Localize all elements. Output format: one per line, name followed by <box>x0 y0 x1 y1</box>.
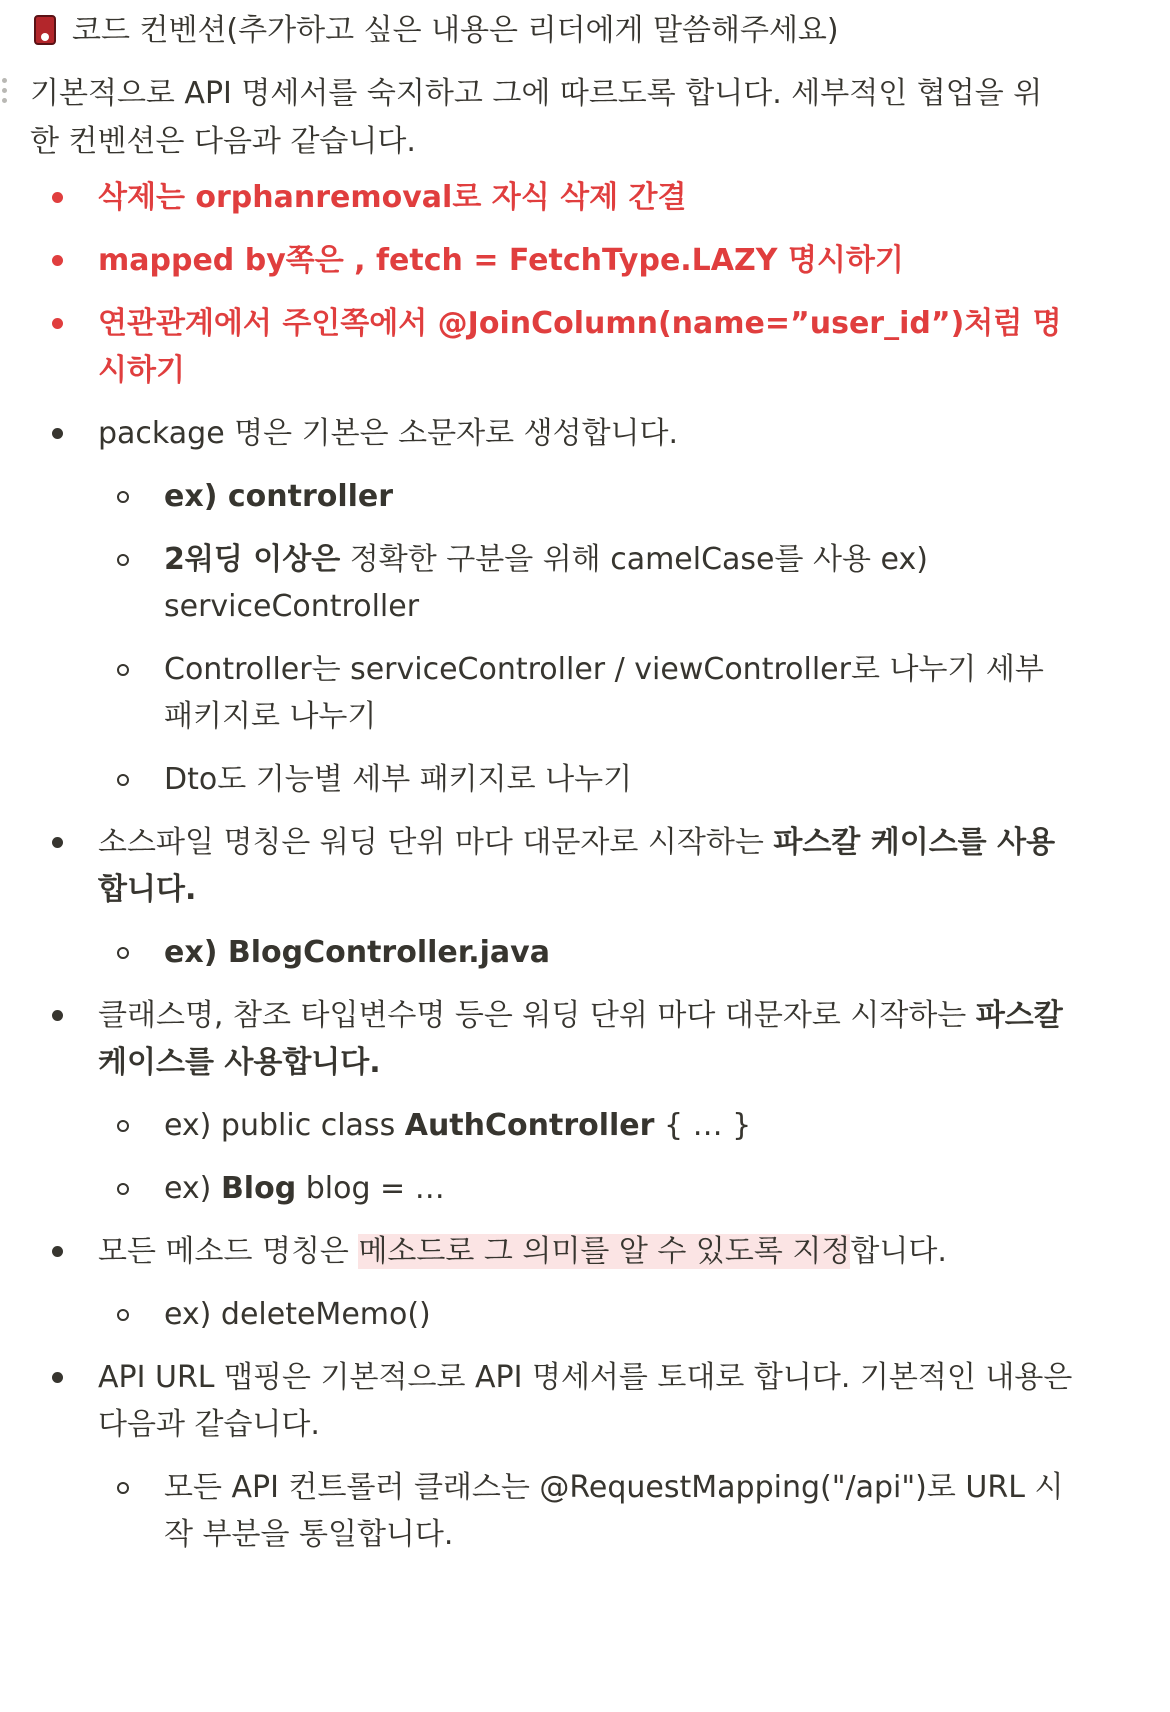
list-item <box>0 819 1078 913</box>
list-item-text: 모든 메소드 명칭은 <box>98 1234 359 1269</box>
list-item-bold-text: 파스칼 케이스를 사용합니다. <box>98 998 1063 1080</box>
list-item-text: 클래스명, 참조 타입변수명 등은 워딩 단위 마다 대문자로 시작하는 <box>98 998 976 1033</box>
sub-item-text: 정확한 구분을 위해 camelCase를 사용 ex) serviceController <box>164 542 928 624</box>
list-item <box>0 174 1078 221</box>
sub-item-bold-text: Blog <box>220 1171 297 1206</box>
sub-item-text: blog = … <box>296 1171 445 1206</box>
sub-item-text: ex) <box>164 1171 221 1206</box>
circle-bullet-icon <box>117 774 129 786</box>
sub-list-item <box>0 536 1064 630</box>
list-item-text: 연관관계에서 주인쪽에서 @JoinColumn(name=”user_id”)처럼 명시하기 <box>98 306 1062 388</box>
list-item-text: 합니다. <box>850 1234 947 1269</box>
sub-item-bold-text: AuthController <box>404 1108 655 1143</box>
sub-item-text: ex) controller <box>164 479 394 514</box>
intro-paragraph: 기본적으로 API 명세서를 숙지하고 그에 따르도록 합니다. 세부적인 협업을 위한 컨벤션은 다음과 같습니다. <box>30 76 1043 159</box>
circle-bullet-icon <box>117 491 129 503</box>
sub-list-item <box>0 473 1064 520</box>
circle-bullet-icon <box>117 1120 129 1132</box>
sub-item-text: 모든 API 컨트롤러 클래스는 @RequestMapping("/api")로 URL 시작 부분을 통일합니다. <box>164 1470 1064 1552</box>
sub-list-item <box>0 1464 1064 1558</box>
list-item-text: API URL 맵핑은 기본적으로 API 명세서를 토대로 합니다. 기본적인 내용은 다음과 같습니다. <box>98 1360 1073 1442</box>
sub-list-item <box>0 646 1064 740</box>
circle-bullet-icon <box>117 1309 129 1321</box>
sub-item-text: { … } <box>654 1108 752 1143</box>
highlighted-text: 메소드로 그 의미를 알 수 있도록 지정 <box>358 1234 851 1269</box>
bullet-icon <box>52 1372 63 1383</box>
sub-list-item <box>0 1165 1064 1212</box>
section-header <box>32 8 839 52</box>
drag-handle-icon[interactable] <box>2 78 16 114</box>
convention-list <box>0 174 1170 1574</box>
list-item <box>0 992 1078 1086</box>
sub-list-item <box>0 1291 1064 1338</box>
bullet-icon <box>52 1010 63 1021</box>
list-item-text: 소스파일 명칭은 워딩 단위 마다 대문자로 시작하는 <box>98 825 774 860</box>
tag-icon <box>32 13 58 47</box>
sub-list-item <box>0 1102 1064 1149</box>
sub-item-text: Dto도 기능별 세부 패키지로 나누기 <box>164 762 633 797</box>
sub-list-item <box>0 756 1064 803</box>
sub-item-bold-text: 2워딩 이상은 <box>164 542 341 577</box>
section-title: 코드 컨벤션(추가하고 싶은 내용은 리더에게 말씀해주세요) <box>72 12 839 48</box>
sub-list-item <box>0 929 1064 976</box>
list-item <box>0 300 1078 394</box>
sub-item-text: Controller는 serviceController / viewController로 나누기 세부 패키지로 나누기 <box>164 652 1044 734</box>
sub-item-text: ex) public class <box>164 1108 405 1143</box>
list-item <box>0 410 1078 457</box>
list-item-bold-text: 파스칼 케이스를 사용합니다. <box>98 825 1056 907</box>
sub-item-text: ex) deleteMemo() <box>164 1297 431 1332</box>
bullet-icon <box>52 1246 63 1257</box>
bullet-icon <box>52 255 63 266</box>
list-item-text: 삭제는 orphanremoval로 자식 삭제 간결 <box>98 180 687 215</box>
circle-bullet-icon <box>117 1183 129 1195</box>
circle-bullet-icon <box>117 1482 129 1494</box>
sub-item-text: ex) BlogController.java <box>164 935 550 970</box>
bullet-icon <box>52 318 63 329</box>
circle-bullet-icon <box>117 947 129 959</box>
list-item-text: mapped by쪽은 , fetch = FetchType.LAZY 명시하기 <box>98 243 904 278</box>
bullet-icon <box>52 192 63 203</box>
circle-bullet-icon <box>117 554 129 566</box>
list-item <box>0 1228 1078 1275</box>
list-item <box>0 1354 1078 1448</box>
list-item <box>0 237 1078 284</box>
bullet-icon <box>52 428 63 439</box>
circle-bullet-icon <box>117 664 129 676</box>
list-item-text: package 명은 기본은 소문자로 생성합니다. <box>98 416 679 451</box>
bullet-icon <box>52 837 63 848</box>
